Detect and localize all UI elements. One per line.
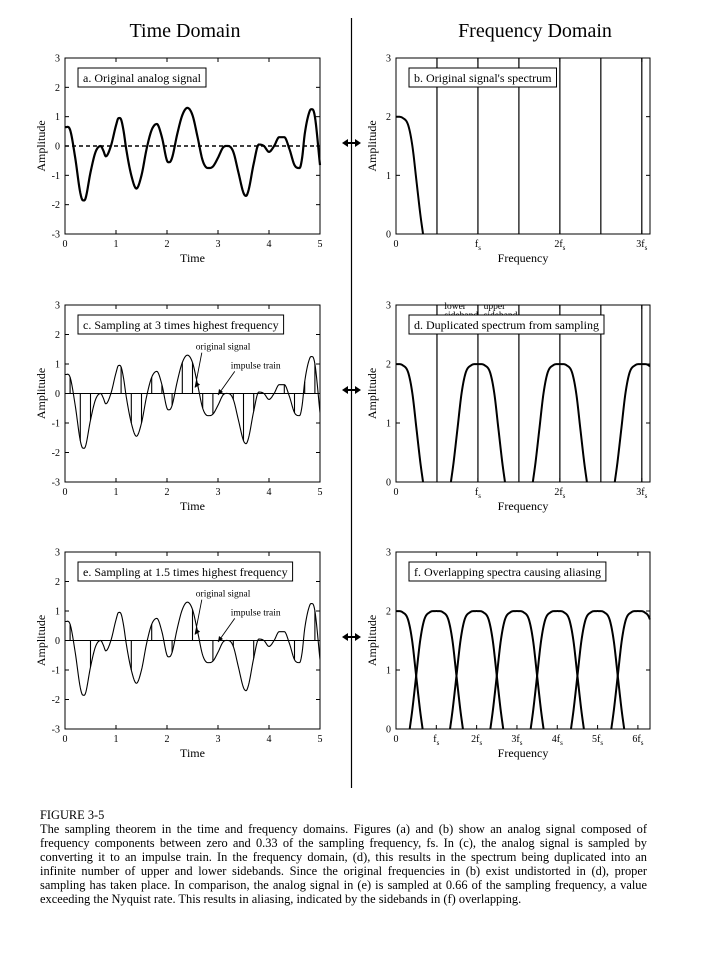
spectrum-bump <box>571 611 624 729</box>
annotation-upper: upper <box>483 301 506 312</box>
x-tick-label: 0 <box>393 734 399 745</box>
x-axis-label: Frequency <box>497 746 549 760</box>
x-tick-label: $2f_s$ <box>554 487 566 500</box>
arrowhead <box>355 386 361 394</box>
y-tick-label: 1 <box>55 606 60 618</box>
x-axis-label: Frequency <box>497 499 549 513</box>
y-tick-label: 2 <box>386 112 391 124</box>
y-tick-label: 0 <box>55 389 60 400</box>
caption-body: The sampling theorem in the time and frequency domains. Figures (a) and (b) show an analog signal composed of frequency components between zero and 0.33 of the sampling frequency, fs. In (c), the analog signal is sampled by converting it to an impulse train. In the frequency domain, (d), this results in the spectrum being duplicated into an infinite number of upper and lower sidebands. Since the original frequencies in (b) exist undistorted in (d), proper sampling has taken place. In comparison, the analog signal in (e) is sampled at 0.66 of the sampling frequency, a value exceeding the Nyquist rate. This results in aliasing, indicated by the sidebands in (f) overlapping. <box>40 822 647 906</box>
spectrum-line <box>396 117 423 234</box>
y-tick-label: -3 <box>51 229 60 241</box>
x-tick-label: 2 <box>164 487 170 498</box>
x-tick-label: $2f_s$ <box>471 734 483 747</box>
x-tick-label: $4f_s$ <box>551 734 563 747</box>
y-tick-label: 3 <box>55 53 60 65</box>
x-tick-label: $f_s$ <box>433 734 440 747</box>
y-tick-label: -1 <box>51 170 60 182</box>
spectrum-bump <box>450 611 503 729</box>
impulse-train <box>70 610 315 670</box>
y-axis-label: Amplitude <box>34 367 48 420</box>
y-tick-label: 2 <box>386 606 391 618</box>
y-tick-label: 3 <box>55 300 60 312</box>
impulse-train <box>70 363 315 441</box>
panel-title: a. Original analog signal <box>83 71 201 85</box>
x-tick-label: 2 <box>164 239 170 250</box>
y-tick-label: 1 <box>386 418 391 430</box>
x-tick-label: $f_s$ <box>474 239 481 252</box>
x-tick-label: 4 <box>266 734 272 745</box>
x-tick-label: 2 <box>164 734 170 745</box>
x-tick-label: $5f_s$ <box>592 734 604 747</box>
x-tick-label: $f_s$ <box>474 487 481 500</box>
frequency-domain-title: Frequency Domain <box>458 20 612 42</box>
y-tick-label: -2 <box>51 448 60 459</box>
panel-c <box>34 301 323 514</box>
panel-title: b. Original signal's spectrum <box>414 71 552 85</box>
y-tick-label: 0 <box>386 229 391 241</box>
y-axis-label: Amplitude <box>365 120 379 172</box>
panel-f <box>365 548 650 761</box>
caption-title: FIGURE 3-5 <box>40 808 105 822</box>
x-tick-label: 0 <box>393 239 399 250</box>
arrowhead <box>342 386 348 394</box>
y-tick-label: 3 <box>386 300 391 312</box>
x-tick-label: 0 <box>62 487 68 498</box>
x-tick-label: 3 <box>215 239 221 250</box>
y-tick-label: 1 <box>386 170 391 182</box>
x-tick-label: 0 <box>62 239 68 250</box>
y-tick-label: -3 <box>51 477 60 489</box>
panel-title: c. Sampling at 3 times highest frequency <box>83 318 279 332</box>
spectrum-bump <box>410 611 463 729</box>
y-tick-label: -1 <box>51 418 60 430</box>
y-tick-label: 3 <box>386 547 391 559</box>
y-tick-label: 3 <box>386 53 391 65</box>
y-axis-label: Amplitude <box>365 614 379 667</box>
annotation-impulse-train: impulse train <box>230 361 281 372</box>
annotation-original-signal: original signal <box>195 589 251 600</box>
x-tick-label: 0 <box>393 487 399 498</box>
panel-e <box>34 548 323 761</box>
x-tick-label: 5 <box>317 239 323 250</box>
y-tick-label: 1 <box>55 112 60 124</box>
y-tick-label: 2 <box>55 577 60 588</box>
x-tick-label: 3 <box>215 734 221 745</box>
signal-line <box>65 108 320 201</box>
spectrum-bump <box>615 364 650 482</box>
x-axis-label: Time <box>180 746 205 760</box>
x-tick-label: 0 <box>62 734 68 745</box>
x-axis-label: Frequency <box>497 251 549 265</box>
x-tick-label: $6f_s$ <box>632 734 644 747</box>
x-tick-label: 5 <box>317 734 323 745</box>
annotation-original-signal: original signal <box>195 342 251 353</box>
x-tick-label: 3 <box>215 487 221 498</box>
x-tick-label: 1 <box>113 239 119 250</box>
x-tick-label: 5 <box>317 487 323 498</box>
x-tick-label: 1 <box>113 487 119 498</box>
y-tick-label: 1 <box>386 665 391 677</box>
arrowhead <box>355 633 361 641</box>
y-tick-label: 2 <box>55 82 60 94</box>
y-tick-label: 1 <box>55 359 60 371</box>
y-tick-label: -1 <box>51 665 60 677</box>
x-tick-label: $2f_s$ <box>554 239 566 252</box>
x-tick-label: 4 <box>266 239 272 250</box>
y-axis-label: Amplitude <box>34 120 48 172</box>
panel-title: d. Duplicated spectrum from sampling <box>414 318 599 332</box>
y-axis-label: Amplitude <box>34 614 48 667</box>
spectrum-bump <box>490 611 543 729</box>
x-axis-label: Time <box>180 251 205 265</box>
x-axis-label: Time <box>180 499 205 513</box>
annotation-impulse-train: impulse train <box>230 608 281 619</box>
spectrum-bump <box>531 611 584 729</box>
x-tick-label: 1 <box>113 734 119 745</box>
arrowhead <box>342 139 348 147</box>
y-tick-label: -2 <box>51 200 60 212</box>
arrowhead <box>218 389 223 395</box>
panel-title: e. Sampling at 1.5 times highest frequency <box>83 565 288 579</box>
x-tick-label: 4 <box>266 487 272 498</box>
y-tick-label: 0 <box>55 141 60 153</box>
caption <box>40 808 647 906</box>
y-axis-label: Amplitude <box>365 367 379 420</box>
y-tick-label: 0 <box>55 636 60 647</box>
time-domain-title: Time Domain <box>129 20 241 42</box>
arrowhead <box>218 636 223 642</box>
arrowhead <box>355 139 361 147</box>
y-tick-label: -2 <box>51 695 60 706</box>
y-tick-label: 2 <box>386 359 391 371</box>
spectrum-bump <box>396 364 423 482</box>
panel-a <box>34 54 323 266</box>
panels <box>34 54 650 761</box>
y-tick-label: 3 <box>55 547 60 559</box>
panel-d <box>365 301 650 514</box>
y-tick-label: 0 <box>386 724 391 736</box>
panel-title: f. Overlapping spectra causing aliasing <box>414 565 601 579</box>
x-tick-label: $3f_s$ <box>636 239 648 252</box>
panel-b <box>365 54 650 266</box>
x-tick-label: $3f_s$ <box>511 734 523 747</box>
annotation-lower: lower <box>444 301 466 312</box>
arrowhead <box>342 633 348 641</box>
x-tick-label: $3f_s$ <box>636 487 648 500</box>
y-tick-label: 0 <box>386 477 391 489</box>
y-tick-label: -3 <box>51 724 60 736</box>
y-tick-label: 2 <box>55 330 60 341</box>
